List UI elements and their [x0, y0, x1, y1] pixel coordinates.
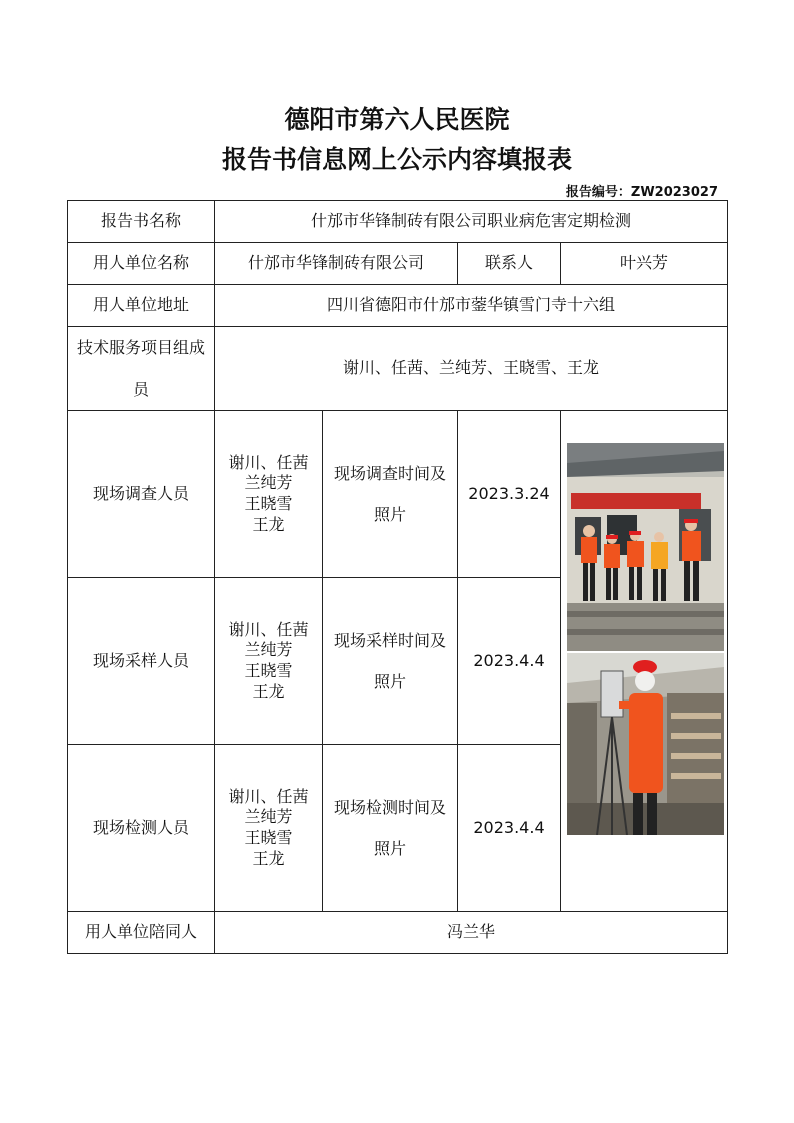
member: 谢川、任茜 — [228, 619, 309, 639]
testing-time-label: 现场检测时间及照片 — [323, 745, 458, 912]
accompany-label: 用人单位陪同人 — [68, 912, 215, 954]
row-survey — [68, 411, 728, 578]
sampling-members — [215, 578, 323, 745]
survey-label: 现场调查人员 — [68, 411, 215, 578]
page-subtitle: 报告书信息网上公示内容填报表 — [221, 145, 572, 174]
member: 谢川、任茜 — [228, 786, 309, 806]
info-table — [67, 200, 728, 954]
sampling-date: 2023.4.4 — [458, 578, 561, 745]
photo-cell — [561, 411, 728, 912]
team-label: 技术服务项目组成员 — [68, 327, 215, 411]
row-team — [68, 327, 728, 411]
contact-label: 联系人 — [458, 243, 561, 285]
member: 王晓雪 — [244, 661, 293, 681]
address-label: 用人单位地址 — [68, 285, 215, 327]
member: 兰纯芳 — [244, 807, 293, 827]
member: 兰纯芳 — [244, 640, 293, 660]
report-number: 报告编号：ZW2023027 — [565, 185, 718, 200]
team-value: 谢川、任茜、兰纯芳、王晓雪、王龙 — [215, 327, 728, 411]
survey-date: 2023.3.24 — [458, 411, 561, 578]
sampling-photo — [567, 653, 724, 835]
sampling-photo-image — [567, 653, 724, 835]
unit-name-label: 用人单位名称 — [68, 243, 215, 285]
testing-members — [215, 745, 323, 912]
sampling-label: 现场采样人员 — [68, 578, 215, 745]
member: 王龙 — [252, 681, 285, 701]
sampling-time-label: 现场采样时间及照片 — [323, 578, 458, 745]
survey-photo — [567, 443, 724, 651]
member: 王晓雪 — [244, 494, 293, 514]
member: 王龙 — [252, 514, 285, 534]
accompany-value: 冯兰华 — [215, 912, 728, 954]
member: 王晓雪 — [244, 828, 293, 848]
member: 王龙 — [252, 848, 285, 868]
row-report-name — [68, 201, 728, 243]
testing-date: 2023.4.4 — [458, 745, 561, 912]
survey-photo-image — [567, 443, 724, 651]
address-value: 四川省德阳市什邡市蓥华镇雪门寺十六组 — [215, 285, 728, 327]
survey-time-label: 现场调查时间及照片 — [323, 411, 458, 578]
survey-members — [215, 411, 323, 578]
contact-value: 叶兴芳 — [561, 243, 728, 285]
row-address — [68, 285, 728, 327]
member: 谢川、任茜 — [228, 452, 309, 472]
report-name-value: 什邡市华锋制砖有限公司职业病危害定期检测 — [215, 201, 728, 243]
member: 兰纯芳 — [244, 473, 293, 493]
testing-label: 现场检测人员 — [68, 745, 215, 912]
report-name-label: 报告书名称 — [68, 201, 215, 243]
page-title: 德阳市第六人民医院 — [284, 105, 510, 134]
row-accompany — [68, 912, 728, 954]
row-unit-name — [68, 243, 728, 285]
unit-name-value: 什邡市华锋制砖有限公司 — [215, 243, 458, 285]
